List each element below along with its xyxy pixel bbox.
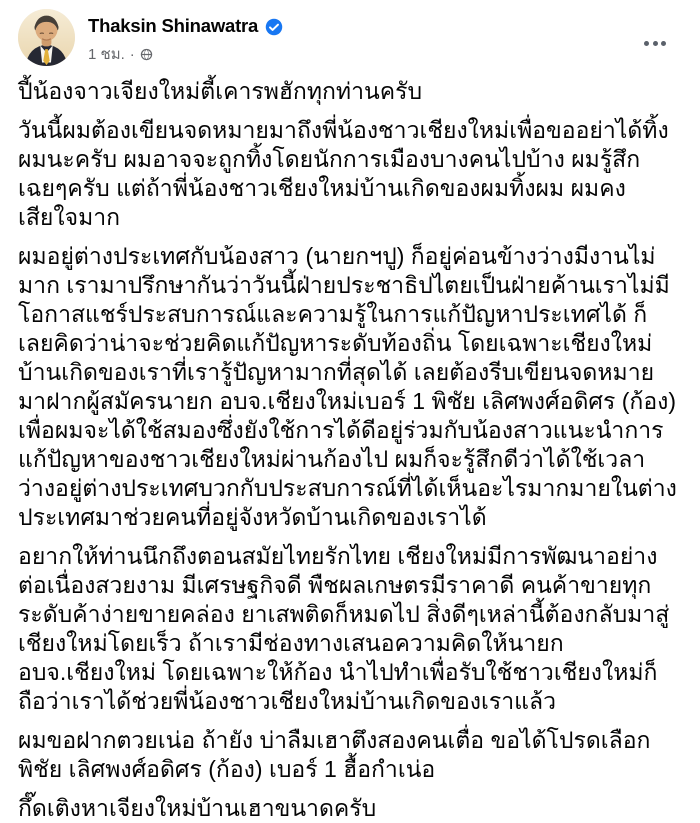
post-paragraph: ผมอยู่ต่างประเทศกับน้องสาว (นายกฯปู) ก็อยู่ค่อนข้างว่างมีงานไม่มาก เรามาปรึกษากันว่าวันนี้ฝ่ายประชาธิปไตยเป็นฝ่ายค้านเราไม่มีโอกาสแชร์ประสบการณ์และความรู้ในการแก้ปัญหาประเทศได้ ก็เลยคิดว่าน่าจะช่วยคิดแก้ปัญหาระดับท้องถิ่น โดยเฉพาะเชียงใหม่บ้านเกิดของเราที่เรารู้ปัญหามากที่สุดได้ เลยต้องรีบเขียนจดหมายมาฝากผู้สมัครนายก อบจ.เชียงใหม่เบอร์ 1 พิชัย เลิศพงศ์อดิศร (ก้อง) เพื่อผมจะได้ใช้สมองซึ่งยังใช้การได้ดีอยู่ร่วมกับน้องสาวแนะนำการแก้ปัญหาของชาวเชียงใหม่ผ่านก้องไป ผมก็จะรู้สึกดีว่าได้ใช้เวลาว่างอยู่ต่างประเทศบวกกับประสบการณ์ที่ได้เห็นอะไรมากมายในต่างประเทศมาช่วยคนที่อยู่จังหวัดบ้านเกิดของเราได้ — [18, 243, 677, 530]
profile-name[interactable]: Thaksin Shinawatra — [88, 15, 259, 36]
post-text — [18, 77, 682, 823]
more-dot — [644, 41, 649, 46]
more-dot — [653, 41, 658, 46]
timestamp[interactable]: 1 ชม. — [88, 46, 125, 63]
more-options-button[interactable] — [638, 31, 672, 56]
meta-row — [88, 42, 283, 66]
verified-badge-icon — [265, 18, 283, 36]
more-dot — [661, 41, 666, 46]
post-paragraph-greeting: ปี้น้องจาวเจียงใหม่ตี้เคารพฮักทุกท่านครับ — [18, 78, 423, 104]
post-paragraph: อยากให้ท่านนึกถึงตอนสมัยไทยรักไทย เชียงใหม่มีการพัฒนาอย่างต่อเนื่องสวยงาม มีเศรษฐกิจดี พืชผลเกษตรมีราคาดี คนค้าขายทุกระดับค้าง่ายขายคล่อง ยาเสพติดก็หมดไป สิ่งดีๆเหล่านี้ต้องกลับมาสู่เชียงใหม่โดยเร็ว ถ้าเรามีช่องทางเสนอความคิดให้นายกอบจ.เชียงใหม่ โดยเฉพาะให้ก้อง นำไปทำเพื่อรับใช้ชาวเชียงใหม่ก็ถือว่าเราได้ช่วยพี่น้องชาวเชียงใหม่บ้านเกิดของเราแล้ว — [18, 543, 670, 714]
post-header — [18, 9, 682, 66]
post-paragraph: วันนี้ผมต้องเขียนจดหมายมาถึงพี่น้องชาวเชียงใหม่เพื่อขออย่าได้ทิ้งผมนะครับ ผมอาจจะถูกทิ้งโดยนักการเมืองบางคนไปบ้าง ผมรู้สึกเฉยๆครับ แต่ถ้าพี่น้องชาวเชียงใหม่บ้านเกิดของผมทิ้งผม ผมคงเสียใจมาก — [18, 117, 669, 230]
header-info — [88, 9, 283, 66]
globe-icon — [140, 48, 153, 61]
post-paragraph-closing: กึ๊ดเติงหาเจียงใหม่บ้านเฮาขนาดครับ — [18, 795, 377, 821]
post-paragraph: ผมขอฝากตวยเน่อ ถ้ายัง บ่าลืมเฮาตึงสองคนเตื่อ ขอได้โปรดเลือก พิชัย เลิศพงศ์อดิศร (ก้อง) เบอร์ 1 ฮื้อกำเน่อ — [18, 727, 651, 782]
meta-separator: · — [129, 45, 135, 63]
name-row — [88, 15, 283, 37]
profile-photo-icon — [18, 9, 75, 66]
avatar[interactable] — [18, 9, 75, 66]
